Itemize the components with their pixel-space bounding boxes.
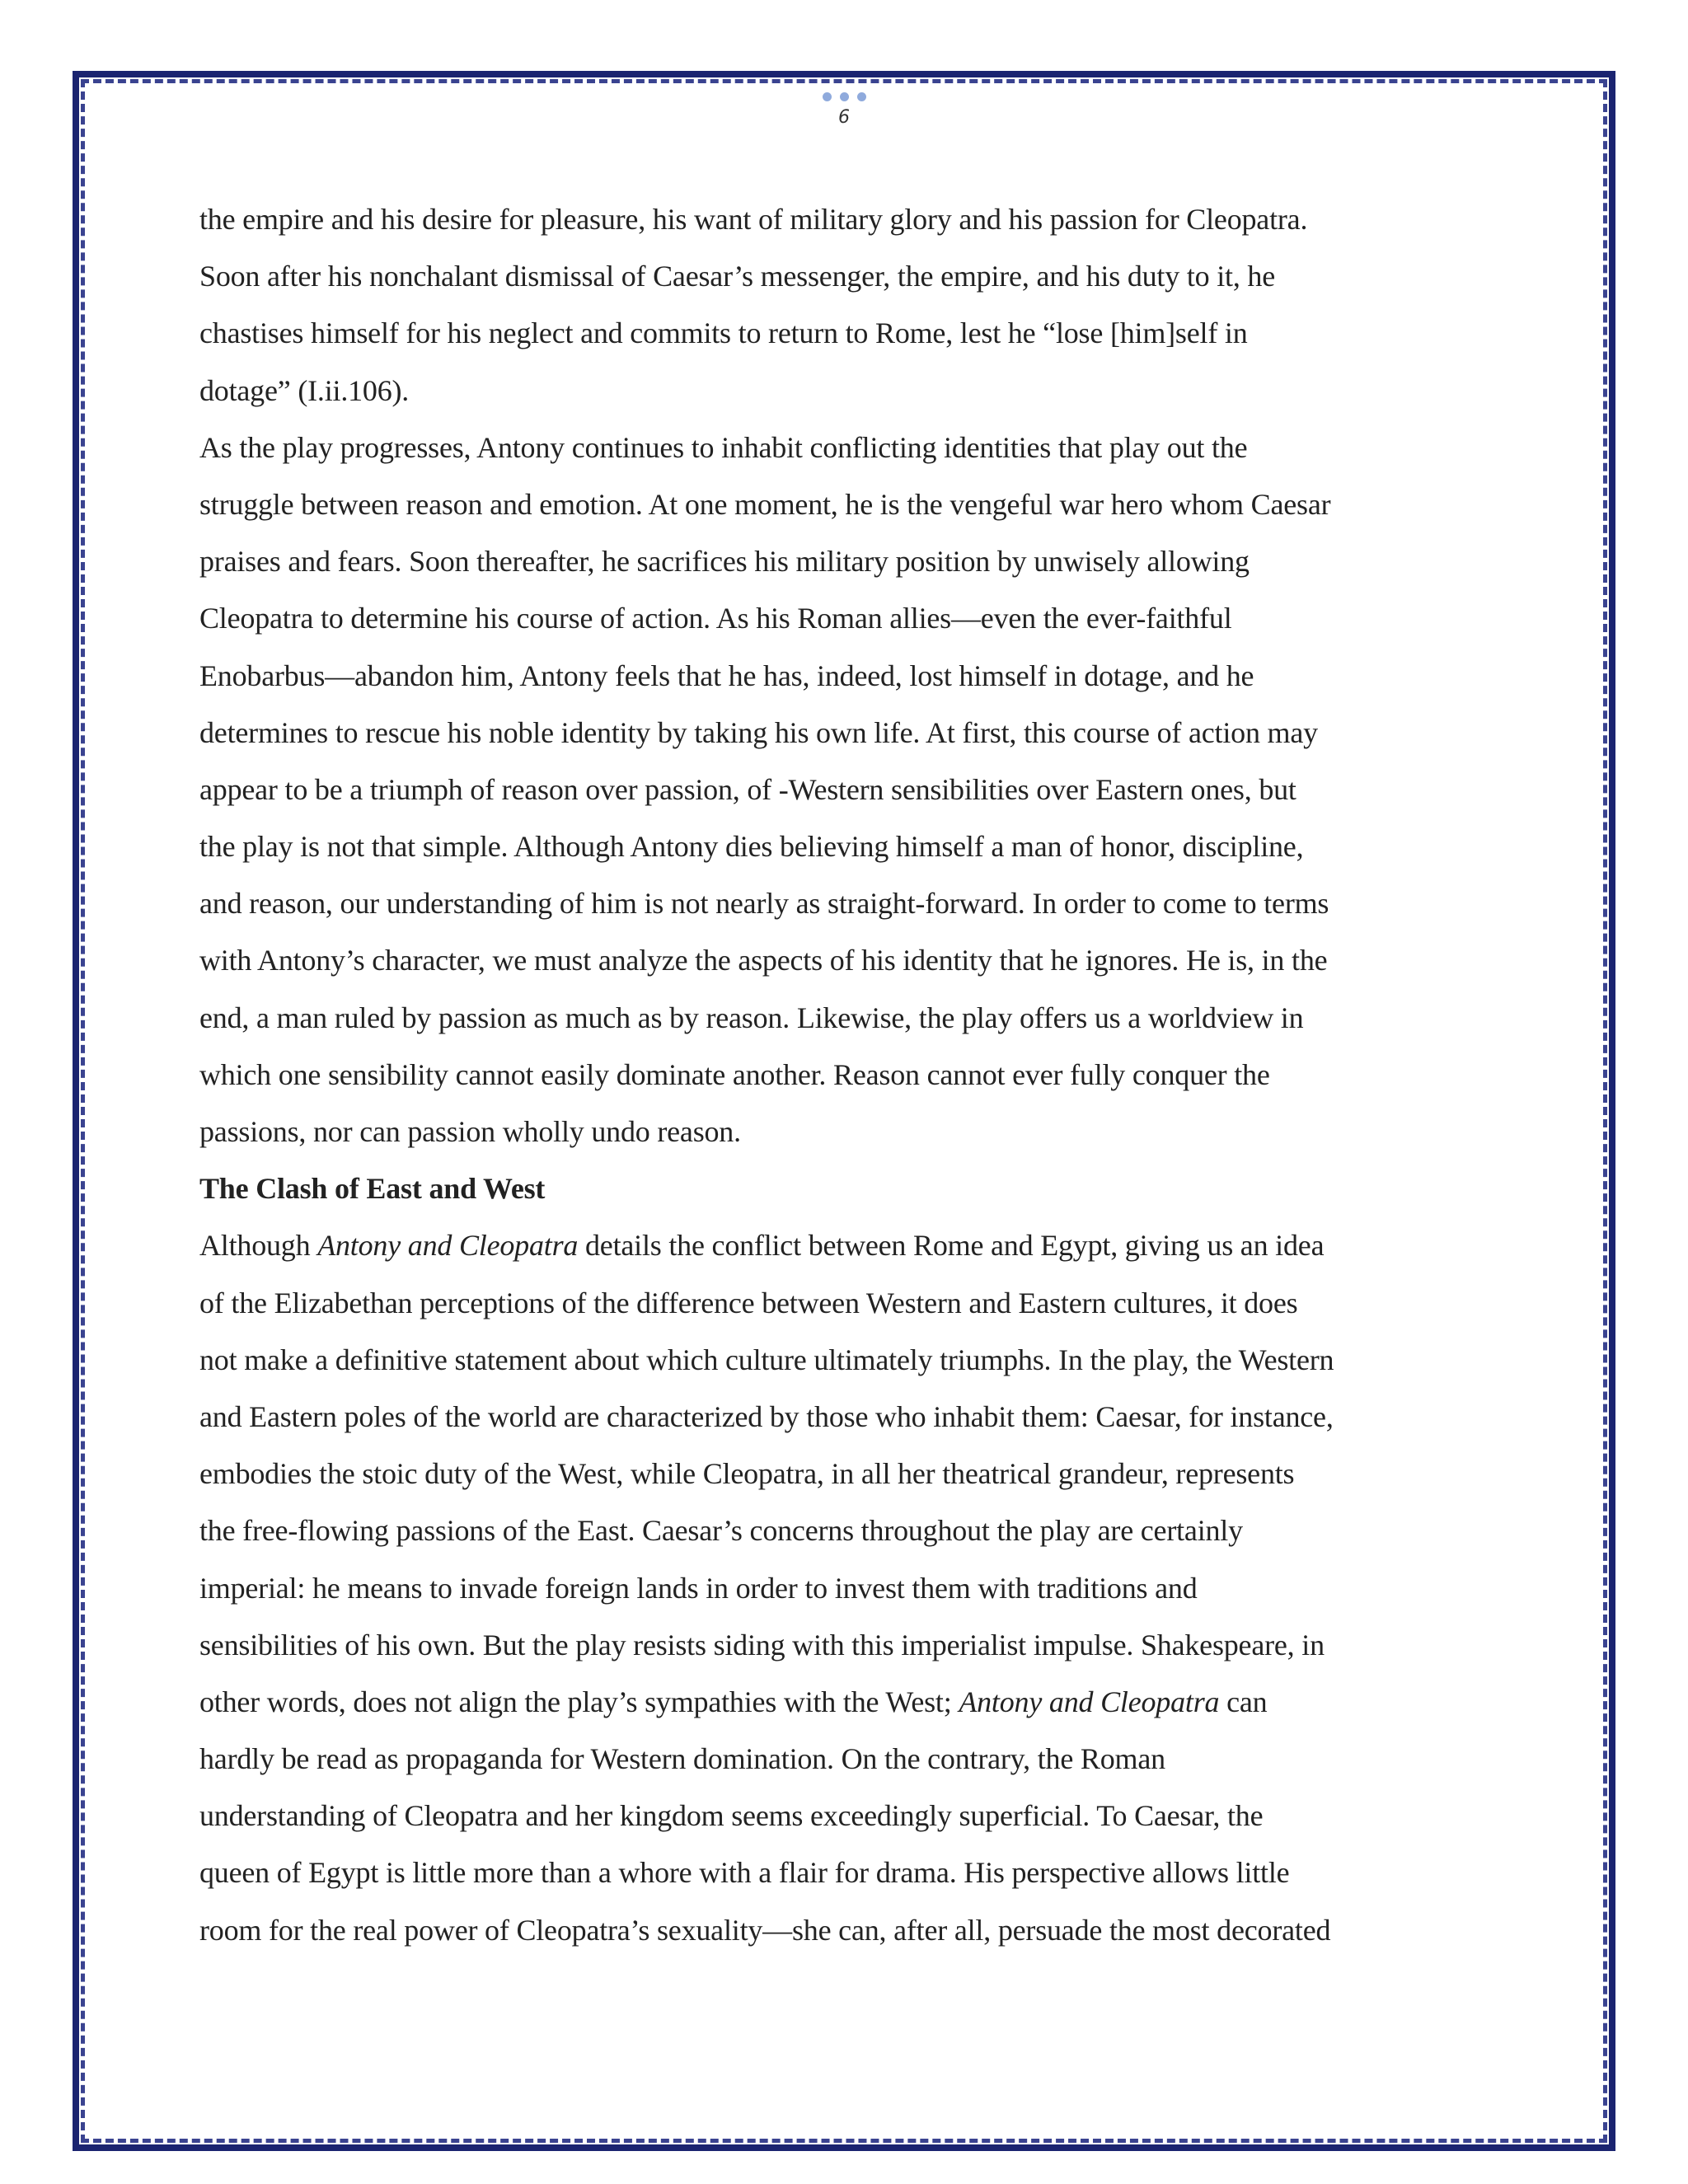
text-segment: can bbox=[1219, 1685, 1268, 1718]
header-dot bbox=[840, 92, 849, 101]
text-line: Enobarbus—abandon him, Antony feels that he has, indeed, lost himself in dotage, and he bbox=[199, 658, 1254, 692]
header-dot bbox=[823, 92, 832, 101]
text-segment: details the conflict between Rome and Egypt, giving us an idea bbox=[578, 1229, 1325, 1263]
text-line: determines to rescue his noble identity by taking his own life. At first, this course of action may bbox=[199, 715, 1318, 749]
text-line: the empire and his desire for pleasure, his want of military glory and his passion for Cleopatra. bbox=[199, 203, 1308, 236]
text-line: appear to be a triumph of reason over passion, of -Western sensibilities over Eastern ones, but bbox=[199, 772, 1296, 806]
text-line: embodies the stoic duty of the West, while Cleopatra, in all her theatrical grandeur, represents bbox=[199, 1457, 1295, 1491]
text-line: As the play progresses, Antony continues to inhabit conflicting identities that play out the bbox=[199, 430, 1248, 464]
page-number: 6 bbox=[838, 107, 850, 128]
play-title: Antony and Cleopatra bbox=[959, 1685, 1220, 1718]
text-line: Soon after his nonchalant dismissal of Caesar’s messenger, the empire, and his duty to it, he bbox=[199, 260, 1276, 293]
text-line: the play is not that simple. Although Antony dies believing himself a man of honor, discipline, bbox=[199, 830, 1304, 864]
body-text bbox=[199, 191, 1485, 1959]
play-title: Antony and Cleopatra bbox=[317, 1229, 579, 1263]
text-line: the free-flowing passions of the East. Caesar’s concerns throughout the play are certainly bbox=[199, 1514, 1243, 1548]
header-dots-ornament bbox=[0, 92, 1688, 104]
text-line: and Eastern poles of the world are characterized by those who inhabit them: Caesar, for instance, bbox=[199, 1399, 1334, 1433]
text-line: passions, nor can passion wholly undo reason. bbox=[199, 1115, 741, 1148]
text-line bbox=[199, 1217, 1485, 1274]
text-line: sensibilities of his own. But the play resists siding with this imperialist impulse. Shakespeare, in bbox=[199, 1628, 1325, 1661]
text-line: understanding of Cleopatra and her kingdom seems exceedingly superficial. To Caesar, the bbox=[199, 1799, 1264, 1833]
text-line: not make a definitive statement about which culture ultimately triumphs. In the play, the Western bbox=[199, 1343, 1334, 1376]
text-segment: other words, does not align the play’s sympathies with the West; bbox=[199, 1685, 959, 1718]
text-line: room for the real power of Cleopatra’s sexuality—she can, after all, persuade the most decorated bbox=[199, 1913, 1331, 1947]
page-header bbox=[0, 92, 1688, 128]
text-line: imperial: he means to invade foreign lands in order to invest them with traditions and bbox=[199, 1571, 1198, 1605]
text-line: end, a man ruled by passion as much as by reason. Likewise, the play offers us a worldview in bbox=[199, 1001, 1304, 1034]
text-line: of the Elizabethan perceptions of the difference between Western and Eastern cultures, it does bbox=[199, 1286, 1298, 1319]
header-dot bbox=[857, 92, 866, 101]
text-segment: Although bbox=[199, 1229, 318, 1263]
text-line: dotage” (I.ii.106). bbox=[199, 373, 410, 407]
section-heading: The Clash of East and West bbox=[199, 1172, 546, 1206]
text-line: struggle between reason and emotion. At one moment, he is the vengeful war hero whom Caesar bbox=[199, 487, 1331, 521]
text-line: hardly be read as propaganda for Western domination. On the contrary, the Roman bbox=[199, 1742, 1165, 1776]
text-line: which one sensibility cannot easily dominate another. Reason cannot ever fully conquer the bbox=[199, 1057, 1270, 1091]
text-line bbox=[199, 1674, 1485, 1731]
text-line: and reason, our understanding of him is not nearly as straight-forward. In order to come to terms bbox=[199, 887, 1329, 921]
text-line: Cleopatra to determine his course of action. As his Roman allies—even the ever-faithful bbox=[199, 602, 1232, 635]
text-line: with Antony’s character, we must analyze the aspects of his identity that he ignores. He is, in the bbox=[199, 944, 1328, 977]
text-line: praises and fears. Soon thereafter, he sacrifices his military position by unwisely allowing bbox=[199, 545, 1250, 579]
text-line: queen of Egypt is little more than a whore with a flair for drama. His perspective allows little bbox=[199, 1856, 1290, 1890]
text-line: chastises himself for his neglect and commits to return to Rome, lest he “lose [him]self in bbox=[199, 316, 1248, 350]
